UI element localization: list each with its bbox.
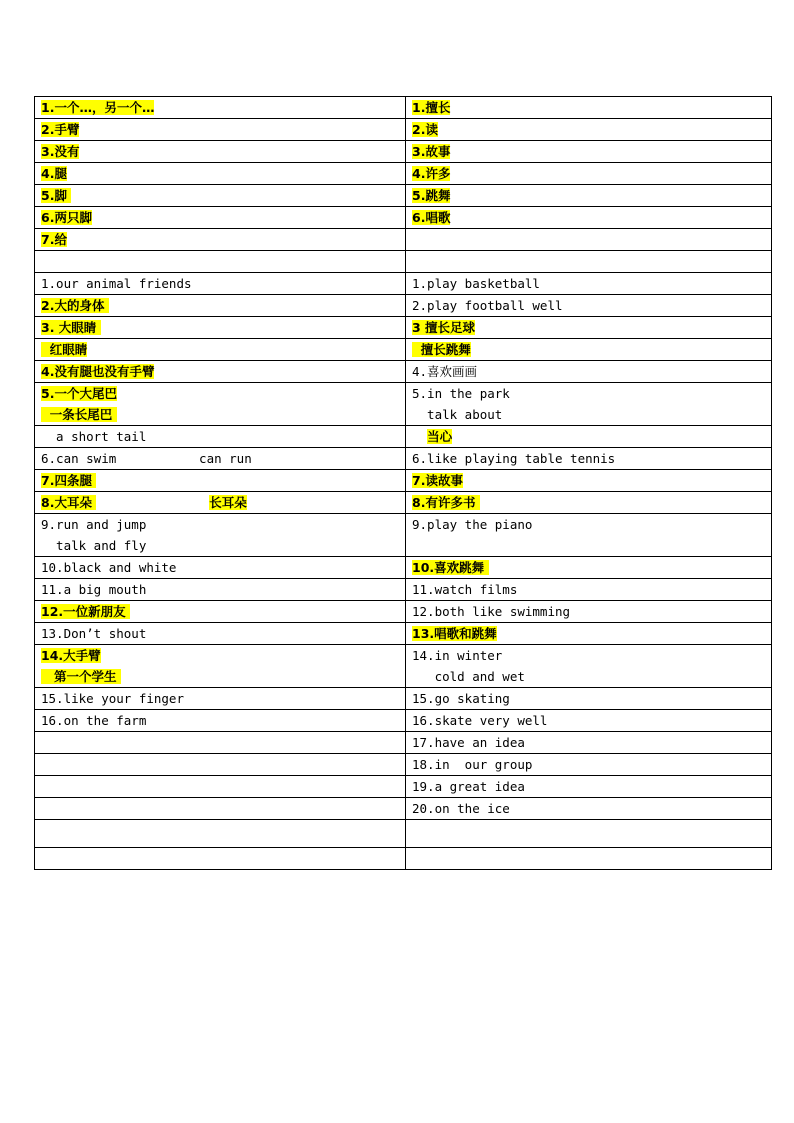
right-cell: [406, 710, 772, 732]
cell-text: 15.go skating: [412, 691, 510, 706]
left-cell: [35, 470, 406, 492]
cell-line: [41, 492, 405, 513]
table-row: [35, 119, 772, 141]
highlighted-text: 13.唱歌和跳舞: [412, 626, 497, 641]
left-cell: [35, 119, 406, 141]
cell-line: [412, 317, 771, 338]
table-row: [35, 623, 772, 645]
left-cell: [35, 754, 406, 776]
highlighted-text: 3. 大眼睛: [41, 320, 101, 335]
right-cell: [406, 141, 772, 163]
cell-line: [41, 207, 405, 228]
cell-line: [412, 492, 771, 513]
left-cell: [35, 557, 406, 579]
right-cell: [406, 798, 772, 820]
left-cell: [35, 251, 406, 273]
cell-text: 18.in our group: [412, 757, 533, 772]
highlighted-text: 长耳朵: [209, 495, 247, 510]
highlighted-text: 2.手臂: [41, 122, 80, 137]
table-row: [35, 798, 772, 820]
left-cell: [35, 623, 406, 645]
right-cell: [406, 251, 772, 273]
highlighted-text: 14.大手臂: [41, 648, 101, 663]
highlighted-text: 6.唱歌: [412, 210, 451, 225]
cell-line: [41, 470, 405, 491]
cell-text: 9.run and jump: [41, 517, 147, 532]
right-cell: [406, 579, 772, 601]
right-cell: [406, 295, 772, 317]
highlighted-text: 7.给: [41, 232, 67, 247]
table-row: [35, 229, 772, 251]
table-row: [35, 207, 772, 229]
cell-line: [412, 163, 771, 184]
table-row: [35, 273, 772, 295]
highlighted-text: 一条长尾巴: [41, 407, 117, 422]
cell-line: [41, 295, 405, 316]
left-cell: [35, 383, 406, 426]
highlighted-text: 10.喜欢跳舞: [412, 560, 489, 575]
cell-line: [412, 514, 771, 535]
right-cell: [406, 688, 772, 710]
right-cell: [406, 426, 772, 448]
cell-line: [41, 97, 405, 118]
cell-line: [41, 645, 405, 666]
table-row: [35, 710, 772, 732]
table-row: [35, 383, 772, 426]
cell-text: 14.in winter: [412, 648, 503, 663]
right-cell: [406, 645, 772, 688]
table-row: [35, 141, 772, 163]
table-row: [35, 295, 772, 317]
cell-line: [412, 666, 771, 687]
right-cell: [406, 448, 772, 470]
cell-text: 6.can swim can run: [41, 451, 252, 466]
right-cell: [406, 119, 772, 141]
right-cell: [406, 339, 772, 361]
cell-line: [412, 732, 771, 753]
cell-line: [412, 426, 771, 447]
right-cell: [406, 820, 772, 848]
table-row: [35, 579, 772, 601]
right-cell: [406, 383, 772, 426]
cell-text: 16.skate very well: [412, 713, 548, 728]
cell-line: [41, 229, 405, 250]
highlighted-text: 4.没有腿也没有手臂: [41, 364, 155, 379]
cell-line: [41, 185, 405, 206]
cell-text: 15.like your finger: [41, 691, 184, 706]
right-cell: [406, 848, 772, 870]
left-cell: [35, 798, 406, 820]
cell-line: [412, 557, 771, 578]
left-cell: [35, 492, 406, 514]
table-row: [35, 754, 772, 776]
table-row: [35, 514, 772, 557]
highlighted-text: 1.擅长: [412, 100, 451, 115]
highlighted-text: 3.没有: [41, 144, 80, 159]
cell-line: [412, 97, 771, 118]
vocabulary-table: [34, 96, 772, 870]
cell-line: [41, 535, 405, 556]
left-cell: [35, 732, 406, 754]
right-cell: [406, 207, 772, 229]
left-cell: [35, 295, 406, 317]
cell-line: [41, 273, 405, 294]
cell-line: [412, 645, 771, 666]
left-cell: [35, 688, 406, 710]
table-row: [35, 848, 772, 870]
left-cell: [35, 229, 406, 251]
cell-line: [41, 688, 405, 709]
highlighted-text: 5.跳舞: [412, 188, 451, 203]
cell-text: cold and wet: [412, 669, 525, 684]
highlighted-text: 8.有许多书: [412, 495, 480, 510]
cell-line: [412, 579, 771, 600]
highlighted-text: 擅长跳舞: [412, 342, 471, 357]
table-row: [35, 688, 772, 710]
highlighted-text: 3.故事: [412, 144, 451, 159]
cell-line: [41, 623, 405, 644]
cell-line: [412, 383, 771, 404]
right-cell: [406, 623, 772, 645]
cell-text: [412, 429, 427, 444]
left-cell: [35, 185, 406, 207]
cell-text: 20.on the ice: [412, 801, 510, 816]
highlighted-text: 红眼睛: [41, 342, 88, 357]
cell-line: [41, 141, 405, 162]
left-cell: [35, 97, 406, 119]
left-cell: [35, 710, 406, 732]
cell-line: [41, 557, 405, 578]
table-row: [35, 163, 772, 185]
highlighted-text: 第一个学生: [41, 669, 121, 684]
cell-line: [41, 710, 405, 731]
right-cell: [406, 470, 772, 492]
left-cell: [35, 317, 406, 339]
cell-text: talk and fly: [41, 538, 147, 553]
right-cell: [406, 273, 772, 295]
cell-line: [41, 361, 405, 382]
highlighted-text: 7.四条腿: [41, 473, 97, 488]
cell-line: [41, 426, 405, 447]
right-cell: [406, 492, 772, 514]
cell-line: [41, 339, 405, 360]
cell-text: 16.on the farm: [41, 713, 147, 728]
table-row: [35, 448, 772, 470]
cell-text: 11.watch films: [412, 582, 518, 597]
right-cell: [406, 317, 772, 339]
left-cell: [35, 141, 406, 163]
cell-line: [412, 404, 771, 425]
highlighted-text: 7.读故事: [412, 473, 463, 488]
cell-text: 12.both like swimming: [412, 604, 571, 619]
cell-line: [41, 666, 405, 687]
right-cell: [406, 514, 772, 557]
table-row: [35, 185, 772, 207]
left-cell: [35, 820, 406, 848]
table-row: [35, 776, 772, 798]
left-cell: [35, 448, 406, 470]
cell-line: [41, 317, 405, 338]
left-cell: [35, 207, 406, 229]
highlighted-text: 2.读: [412, 122, 438, 137]
cell-line: [412, 207, 771, 228]
cell-text: 6.like playing table tennis: [412, 451, 616, 466]
cell-line: [412, 361, 771, 382]
highlighted-text: 12.一位新朋友: [41, 604, 130, 619]
highlighted-text: 4.许多: [412, 166, 451, 181]
cell-text: 17.have an idea: [412, 735, 525, 750]
cell-line: [412, 623, 771, 644]
right-cell: [406, 732, 772, 754]
table-row: [35, 317, 772, 339]
left-cell: [35, 601, 406, 623]
table-row: [35, 732, 772, 754]
left-cell: [35, 579, 406, 601]
cell-text: 9.play the piano: [412, 517, 533, 532]
highlighted-text: 6.两只脚: [41, 210, 92, 225]
table-row: [35, 426, 772, 448]
cell-text: 11.a big mouth: [41, 582, 147, 597]
cell-text: 4.喜欢画画: [412, 364, 478, 379]
highlighted-text: 2.大的身体: [41, 298, 109, 313]
cell-text: 1.our animal friends: [41, 276, 192, 291]
highlighted-text: 5.脚: [41, 188, 72, 203]
left-cell: [35, 848, 406, 870]
table-row: [35, 645, 772, 688]
highlighted-text: 当心: [427, 429, 453, 444]
cell-line: [412, 754, 771, 775]
right-cell: [406, 361, 772, 383]
right-cell: [406, 185, 772, 207]
highlighted-text: 3 擅长足球: [412, 320, 476, 335]
cell-text: a short tail: [41, 429, 147, 444]
right-cell: [406, 97, 772, 119]
table-row: [35, 339, 772, 361]
cell-text: 1.play basketball: [412, 276, 540, 291]
cell-text: 19.a great idea: [412, 779, 525, 794]
highlighted-text: 4.腿: [41, 166, 67, 181]
cell-text: 2.play football well: [412, 298, 563, 313]
vocabulary-table-body: [35, 97, 772, 870]
left-cell: [35, 361, 406, 383]
table-row: [35, 470, 772, 492]
table-row: [35, 97, 772, 119]
cell-line: [41, 404, 405, 425]
cell-line: [412, 776, 771, 797]
cell-text: 13.Don’t shout: [41, 626, 147, 641]
cell-line: [412, 273, 771, 294]
cell-line: [412, 688, 771, 709]
table-row: [35, 361, 772, 383]
table-row: [35, 601, 772, 623]
cell-line: [412, 470, 771, 491]
cell-text: 10.black and white: [41, 560, 177, 575]
table-row: [35, 492, 772, 514]
cell-line: [412, 295, 771, 316]
cell-line: [41, 579, 405, 600]
cell-line: [41, 119, 405, 140]
cell-line: [41, 601, 405, 622]
left-cell: [35, 645, 406, 688]
table-row: [35, 251, 772, 273]
left-cell: [35, 273, 406, 295]
cell-line: [412, 339, 771, 360]
cell-line: [412, 798, 771, 819]
right-cell: [406, 601, 772, 623]
cell-text: talk about: [412, 407, 503, 422]
table-row: [35, 820, 772, 848]
left-cell: [35, 426, 406, 448]
right-cell: [406, 776, 772, 798]
right-cell: [406, 754, 772, 776]
left-cell: [35, 163, 406, 185]
cell-line: [41, 514, 405, 535]
left-cell: [35, 776, 406, 798]
highlighted-text: 1.一个…，另一个…: [41, 100, 155, 115]
highlighted-text: 5.一个大尾巴: [41, 386, 117, 401]
table-row: [35, 557, 772, 579]
cell-line: [412, 141, 771, 162]
cell-line: [41, 383, 405, 404]
highlighted-text: 8.大耳朵: [41, 495, 97, 510]
cell-line: [412, 601, 771, 622]
left-cell: [35, 514, 406, 557]
cell-line: [412, 710, 771, 731]
cell-line: [412, 185, 771, 206]
cell-line: [412, 119, 771, 140]
left-cell: [35, 339, 406, 361]
right-cell: [406, 229, 772, 251]
cell-line: [41, 163, 405, 184]
right-cell: [406, 557, 772, 579]
right-cell: [406, 163, 772, 185]
cell-text: 5.in the park: [412, 386, 510, 401]
cell-line: [412, 448, 771, 469]
cell-line: [41, 448, 405, 469]
cell-text: [96, 495, 209, 510]
